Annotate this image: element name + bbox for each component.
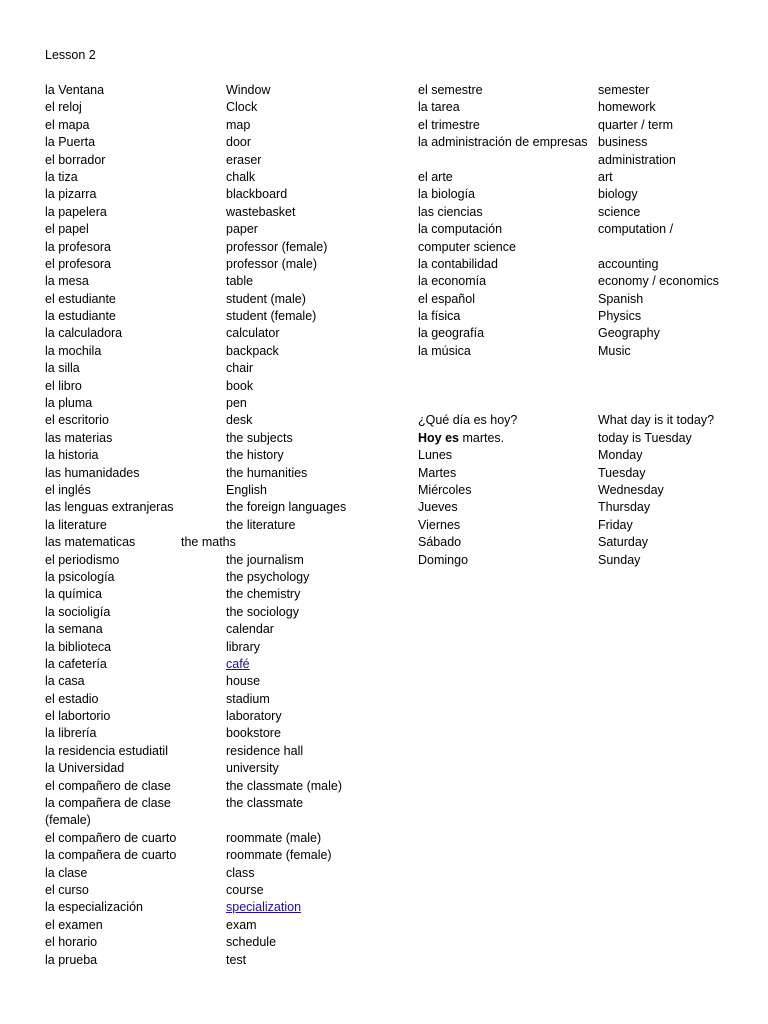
vocab-en: Clock: [226, 100, 258, 115]
vocab-en: the classmate: [226, 796, 304, 811]
vocab-es: Sábado: [418, 535, 462, 550]
vocab-es: la pluma: [45, 396, 93, 411]
vocab-es: la especialización: [45, 900, 143, 915]
vocab-es: la clase: [45, 865, 88, 880]
vocab-es: el borrador: [45, 152, 106, 167]
vocab-en: English: [226, 482, 267, 497]
vocab-en: backpack: [226, 343, 279, 358]
vocab-es: la compañera de clase: [45, 796, 171, 811]
vocab-es: la prueba: [45, 952, 98, 967]
vocab-en: blackboard: [226, 187, 288, 202]
vocab-en: Geography: [598, 326, 660, 341]
vocab-es: la profesora: [45, 239, 112, 254]
vocab-es: la silla: [45, 361, 80, 376]
vocab-en: [226, 812, 411, 829]
vocab-es: la química: [45, 587, 102, 602]
vocab-en: [226, 899, 411, 916]
vocab-en: [181, 534, 411, 551]
vocab-es: el trimestre: [418, 117, 480, 132]
vocab-es: [418, 430, 598, 447]
vocab-en: Sunday: [598, 552, 641, 567]
vocab-en: roommate (female): [226, 848, 332, 863]
vocab-es: Lunes: [418, 448, 453, 463]
vocab-en: the sociology: [226, 604, 299, 619]
vocab-es: [418, 360, 598, 377]
vocab-es: la música: [418, 343, 471, 358]
vocab-en: laboratory: [226, 709, 282, 724]
vocab-es: la física: [418, 309, 461, 324]
vocab-en: student (female): [226, 309, 317, 324]
vocab-en: Monday: [598, 448, 643, 463]
spanish-vocab-column: [45, 82, 225, 969]
vocab-en: house: [226, 674, 261, 689]
vocab-en: Window: [226, 83, 271, 97]
vocab-es: Martes: [418, 465, 457, 480]
vocab-en: economy / economics: [598, 274, 719, 289]
vocab-en: paper: [226, 222, 258, 237]
vocab-es: el escritorio: [45, 413, 109, 428]
vocab-es: la contabilidad: [418, 256, 498, 271]
vocab-en: the classmate (male): [226, 778, 343, 793]
vocab-es: el libro: [45, 378, 82, 393]
vocab-en: [598, 239, 768, 256]
vocab-en: chalk: [226, 169, 256, 184]
vocab-en: semester: [598, 83, 650, 97]
vocab-en: book: [226, 378, 254, 393]
vocab-en: test: [226, 952, 247, 967]
vocab-es: la calculadora: [45, 326, 123, 341]
vocab-es: ¿Qué día es hoy?: [418, 413, 518, 428]
vocab-en: eraser: [226, 152, 262, 167]
cafe-link[interactable]: café: [226, 656, 250, 671]
vocab-en: the psychology: [226, 569, 310, 584]
vocab-en: Music: [598, 343, 631, 358]
vocab-en: business: [598, 135, 648, 150]
hoy-es-bold: Hoy es: [418, 430, 459, 445]
vocab-en: table: [226, 274, 254, 289]
vocab-es: las lenguas extranjeras: [45, 500, 174, 515]
vocab-es: la Ventana: [45, 83, 105, 97]
vocab-es: la semana: [45, 622, 103, 637]
vocab-en: residence hall: [226, 743, 304, 758]
vocab-es: la socioligía: [45, 604, 111, 619]
vocab-en: [226, 656, 411, 673]
hoy-es-rest: martes.: [459, 430, 505, 445]
vocab-es: la tarea: [418, 100, 460, 115]
vocab-es: Jueves: [418, 500, 458, 515]
vocab-en: stadium: [226, 691, 270, 706]
vocab-es: la mesa: [45, 274, 89, 289]
vocab-en: the foreign languages: [226, 500, 347, 515]
vocab-es: la papelera: [45, 204, 107, 219]
vocab-en: class: [226, 865, 255, 880]
vocab-en: Spanish: [598, 291, 644, 306]
vocab-es: la residencia estudiatil: [45, 743, 168, 758]
vocab-es: el labortorio: [45, 709, 111, 724]
vocab-es: el estudiante: [45, 291, 116, 306]
vocab-en: quarter / term: [598, 117, 674, 132]
vocab-es: la geografía: [418, 326, 485, 341]
vocab-es: la tiza: [45, 169, 78, 184]
vocab-en: chair: [226, 361, 254, 376]
vocab-es: las matematicas: [45, 535, 136, 550]
vocab-en: student (male): [226, 291, 306, 306]
vocab-en: accounting: [598, 256, 659, 271]
vocab-es: la estudiante: [45, 309, 116, 324]
vocab-en: the history: [226, 448, 284, 463]
vocab-es: el papel: [45, 222, 89, 237]
vocab-es: el horario: [45, 935, 98, 950]
vocab-en: Thursday: [598, 500, 651, 515]
vocab-en: roommate (male): [226, 830, 322, 845]
vocab-en: university: [226, 761, 279, 776]
english-subjects-column: [598, 82, 768, 569]
vocab-en: [598, 378, 768, 395]
vocab-en: biology: [598, 187, 638, 202]
vocab-en: art: [598, 169, 613, 184]
vocab-en: [598, 395, 768, 412]
vocab-en: calendar: [226, 622, 274, 637]
vocab-es: [418, 395, 598, 412]
vocab-en: Saturday: [598, 535, 649, 550]
vocab-es: Domingo: [418, 552, 469, 567]
vocab-es: el profesora: [45, 256, 112, 271]
vocab-es: la administración de empresas: [418, 135, 588, 150]
vocab-es: el compañero de clase: [45, 778, 171, 793]
vocab-en: the humanities: [226, 465, 308, 480]
vocab-es: la Universidad: [45, 761, 125, 776]
vocab-en: science: [598, 204, 641, 219]
vocab-en: map: [226, 117, 251, 132]
vocab-es: la biología: [418, 187, 475, 202]
vocab-es: Miércoles: [418, 482, 472, 497]
vocab-es: computer science: [418, 239, 516, 254]
lesson-title: Lesson 2: [45, 48, 96, 62]
vocab-es: la casa: [45, 674, 85, 689]
vocab-es: el mapa: [45, 117, 90, 132]
vocab-es: la biblioteca: [45, 639, 112, 654]
vocab-en: homework: [598, 100, 656, 115]
vocab-en: the subjects: [226, 430, 293, 445]
vocab-es: el examen: [45, 917, 103, 932]
vocab-en: pen: [226, 396, 247, 411]
vocab-es: la psicología: [45, 569, 115, 584]
english-vocab-column: [181, 82, 411, 969]
vocab-es: la literature: [45, 517, 107, 532]
vocab-es: el compañero de cuarto: [45, 830, 177, 845]
vocab-en: [598, 360, 768, 377]
vocab-en: Friday: [598, 517, 633, 532]
vocab-es: las ciencias: [418, 204, 483, 219]
vocab-en: administration: [598, 152, 676, 167]
vocab-es: el semestre: [418, 83, 483, 97]
vocab-en: exam: [226, 917, 257, 932]
vocab-en: the journalism: [226, 552, 304, 567]
vocab-en: Physics: [598, 309, 642, 324]
spanish-subjects-column: [418, 82, 598, 569]
vocab-en: Wednesday: [598, 482, 664, 497]
vocab-en: Tuesday: [598, 465, 646, 480]
vocab-es: la cafetería: [45, 656, 107, 671]
vocab-es: la Puerta: [45, 135, 96, 150]
vocab-en: the chemistry: [226, 587, 301, 602]
vocab-es: la pizarra: [45, 187, 97, 202]
vocab-es: la librería: [45, 726, 97, 741]
vocab-en: bookstore: [226, 726, 281, 741]
vocab-en: door: [226, 135, 252, 150]
vocab-es: la compañera de cuarto: [45, 848, 177, 863]
vocab-en: computation /: [598, 222, 674, 237]
vocab-es: el reloj: [45, 100, 82, 115]
vocab-es: el español: [418, 291, 475, 306]
vocab-es: la mochila: [45, 343, 102, 358]
vocab-es: las materias: [45, 430, 113, 445]
vocab-es: el arte: [418, 169, 453, 184]
vocab-en: What day is it today?: [598, 413, 715, 428]
vocab-en-maths: the maths: [181, 535, 236, 550]
vocab-es: [418, 152, 598, 169]
vocab-es: [418, 378, 598, 395]
vocab-en: the literature: [226, 517, 296, 532]
vocab-es: la historia: [45, 448, 99, 463]
vocab-en: course: [226, 882, 264, 897]
vocab-es: el inglés: [45, 482, 91, 497]
vocab-en: today is Tuesday: [598, 430, 692, 445]
vocab-es: (female): [45, 813, 91, 828]
vocab-en: schedule: [226, 935, 277, 950]
vocab-en: calculator: [226, 326, 280, 341]
vocab-es: el estadio: [45, 691, 99, 706]
vocab-en: professor (male): [226, 256, 317, 271]
vocab-es: las humanidades: [45, 465, 140, 480]
vocab-es: la computación: [418, 222, 503, 237]
vocab-en: library: [226, 639, 261, 654]
specialization-link[interactable]: specialization: [226, 900, 302, 915]
vocab-es: Viernes: [418, 517, 461, 532]
vocab-en: wastebasket: [226, 204, 296, 219]
vocab-en: professor (female): [226, 239, 328, 254]
vocab-es: la economía: [418, 274, 487, 289]
vocab-es: el curso: [45, 882, 89, 897]
vocab-es: el periodismo: [45, 552, 120, 567]
vocab-en: desk: [226, 413, 253, 428]
